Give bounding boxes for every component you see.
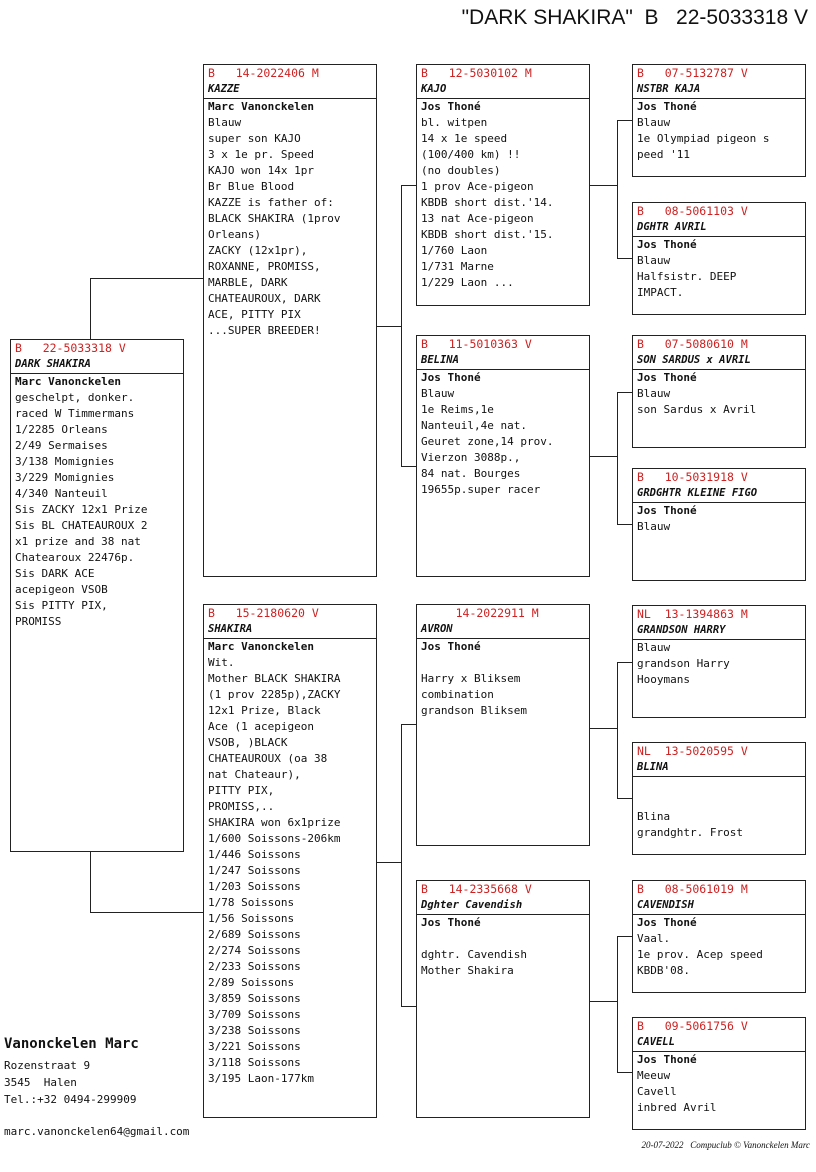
detail-line: 3/859 Soissons	[208, 992, 301, 1005]
pigeon-name: SHAKIRA	[204, 621, 376, 639]
detail-line: 1e Olympiad pigeon s	[637, 132, 770, 145]
connector-line	[617, 392, 618, 524]
dss-card	[632, 605, 806, 718]
detail-line: Mother BLACK SHAKIRA	[208, 672, 341, 685]
pigeon-details	[204, 99, 376, 339]
detail-line	[637, 793, 801, 809]
ssd-card	[632, 202, 806, 315]
detail-line: grandson Harry	[637, 657, 730, 670]
breeder-info	[4, 1036, 139, 1108]
detail-line: 4/340 Nanteuil	[15, 487, 108, 500]
sire-dam-card	[416, 335, 590, 577]
detail-line: 1/2285 Orleans	[15, 423, 108, 436]
pigeon-name: DARK SHAKIRA	[11, 356, 183, 374]
sss-card	[632, 64, 806, 177]
detail-line: 1/600 Soissons-206km	[208, 832, 341, 845]
owner-name: Jos Thoné	[637, 100, 697, 113]
ring-number: B 15-2180620 V	[208, 606, 319, 620]
detail-line: Vaal.	[637, 932, 671, 945]
detail-line: 14 x 1e speed	[421, 132, 508, 145]
connector-line	[617, 662, 632, 663]
detail-line: (1 prov 2285p),ZACKY	[208, 688, 341, 701]
pigeon-name: SON SARDUS x AVRIL	[633, 352, 805, 370]
pigeon-details	[633, 237, 805, 301]
owner-name: Jos Thoné	[421, 100, 481, 113]
sire-sire-card	[416, 64, 590, 306]
detail-line: ZACKY (12x1pr),	[208, 244, 308, 257]
detail-line: Br Blue Blood	[208, 180, 295, 193]
connector-line	[617, 524, 632, 525]
connector-line	[90, 278, 91, 339]
pigeon-name: CAVELL	[633, 1034, 805, 1052]
breeder-name: Vanonckelen Marc	[4, 1036, 139, 1052]
dsd-card	[632, 742, 806, 855]
detail-line: 1 prov Ace-pigeon	[421, 180, 534, 193]
connector-line	[590, 185, 617, 186]
detail-line: ROXANNE, PROMISS,	[208, 260, 321, 273]
pigeon-details	[633, 370, 805, 418]
pigeon-name: NSTBR KAJA	[633, 81, 805, 99]
detail-line: geschelpt, donker.	[15, 391, 135, 404]
detail-line: 1/78 Soissons	[208, 896, 295, 909]
detail-line: 3/195 Laon-177km	[208, 1072, 314, 1085]
breeder-city: 3545 Halen	[4, 1076, 77, 1089]
sdd-card	[632, 468, 806, 581]
owner-name: Marc Vanonckelen	[15, 375, 121, 388]
connector-line	[617, 662, 618, 798]
ring-number: B 07-5132787 V	[637, 66, 748, 80]
connector-line	[617, 120, 618, 258]
owner-name: Marc Vanonckelen	[208, 640, 314, 653]
ring-number: B 07-5080610 M	[637, 337, 748, 351]
detail-line: 12x1 Prize, Black	[208, 704, 321, 717]
ring-number: B 08-5061019 M	[637, 882, 748, 896]
detail-line: KBDB'08.	[637, 964, 690, 977]
ring-number: NL 13-5020595 V	[637, 744, 748, 758]
detail-line: Chatearoux 22476p.	[15, 551, 135, 564]
detail-line: Blauw	[637, 641, 671, 654]
connector-line	[401, 724, 416, 725]
detail-line: 84 nat. Bourges	[421, 467, 521, 480]
pigeon-details	[417, 370, 589, 498]
pigeon-name: CAVENDISH	[633, 897, 805, 915]
sds-card	[632, 335, 806, 448]
detail-line: KBDB short dist.'15.	[421, 228, 554, 241]
owner-name: Jos Thoné	[637, 504, 697, 517]
footer-credit: 20-07-2022 Compuclub © Vanonckelen Marc	[641, 1140, 810, 1150]
ring-number: B 08-5061103 V	[637, 204, 748, 218]
detail-line: PROMISS,..	[208, 800, 275, 813]
detail-line: Wit.	[208, 656, 235, 669]
detail-line: super son KAJO	[208, 132, 301, 145]
detail-line: x1 prize and 38 nat	[15, 535, 141, 548]
detail-line: Halfsistr. DEEP	[637, 270, 737, 283]
pigeon-name: KAZZE	[204, 81, 376, 99]
detail-line: Hooymans	[637, 673, 690, 686]
detail-line: Sis DARK ACE	[15, 567, 95, 580]
ring-number: B 22-5033318 V	[15, 341, 126, 355]
detail-line: 1/731 Marne	[421, 260, 494, 273]
detail-line: Sis ZACKY 12x1 Prize	[15, 503, 148, 516]
detail-line: 1/56 Soissons	[208, 912, 295, 925]
detail-line: 3/221 Soissons	[208, 1040, 301, 1053]
ring-number: 14-2022911 M	[421, 606, 539, 620]
detail-line: Orleans)	[208, 228, 261, 241]
detail-line: 1/203 Soissons	[208, 880, 301, 893]
detail-line: Sis PITTY PIX,	[15, 599, 108, 612]
dds-card	[632, 880, 806, 993]
detail-line: Mother Shakira	[421, 964, 514, 977]
detail-line: acepigeon VSOB	[15, 583, 108, 596]
detail-line: 2/233 Soissons	[208, 960, 301, 973]
sire-card	[203, 64, 377, 577]
connector-line	[617, 936, 618, 1072]
detail-line: Harry x Bliksem	[421, 672, 521, 685]
connector-line	[617, 936, 632, 937]
detail-line: Blauw	[421, 387, 455, 400]
connector-line	[90, 278, 203, 279]
detail-line: son Sardus x Avril	[637, 403, 757, 416]
pigeon-details	[633, 640, 805, 688]
pigeon-name: KAJO	[417, 81, 589, 99]
pigeon-name: BELINA	[417, 352, 589, 370]
detail-line: Blina	[637, 810, 671, 823]
detail-line: Vierzon 3088p.,	[421, 451, 521, 464]
connector-line	[90, 912, 203, 913]
subject-card	[10, 339, 184, 852]
pigeon-details	[11, 374, 183, 630]
detail-line: VSOB, )BLACK	[208, 736, 288, 749]
detail-line: 1/760 Laon	[421, 244, 488, 257]
connector-line	[377, 326, 401, 327]
detail-line: ...SUPER BREEDER!	[208, 324, 321, 337]
pigeon-name: DGHTR AVRIL	[633, 219, 805, 237]
pigeon-details	[633, 503, 805, 535]
owner-name: Jos Thoné	[421, 640, 481, 653]
detail-line: 2/89 Soissons	[208, 976, 295, 989]
detail-line: Blauw	[637, 254, 671, 267]
breeder-phone: Tel.:+32 0494-299909	[4, 1093, 137, 1106]
detail-line: (no doubles)	[421, 164, 501, 177]
pigeon-details	[417, 99, 589, 291]
detail-line: dghtr. Cavendish	[421, 948, 527, 961]
detail-line: BLACK SHAKIRA (1prov	[208, 212, 341, 225]
detail-line: 2/274 Soissons	[208, 944, 301, 957]
detail-line: IMPACT.	[637, 286, 684, 299]
connector-line	[617, 798, 632, 799]
owner-name: Jos Thoné	[637, 1053, 697, 1066]
detail-line: ACE, PITTY PIX	[208, 308, 301, 321]
pigeon-name: AVRON	[417, 621, 589, 639]
detail-line: 1e prov. Acep speed	[637, 948, 763, 961]
owner-name: Jos Thoné	[421, 371, 481, 384]
detail-line: 3/118 Soissons	[208, 1056, 301, 1069]
connector-line	[617, 392, 632, 393]
detail-line: 3/138 Momignies	[15, 455, 115, 468]
pigeon-name: BLINA	[633, 759, 805, 777]
owner-name: Marc Vanonckelen	[208, 100, 314, 113]
pigeon-details	[633, 99, 805, 163]
pigeon-details	[633, 1052, 805, 1116]
detail-line: 3/709 Soissons	[208, 1008, 301, 1021]
detail-line: SHAKIRA won 6x1prize	[208, 816, 341, 829]
pigeon-details	[633, 915, 805, 979]
detail-line	[421, 931, 585, 947]
detail-line: PITTY PIX,	[208, 784, 275, 797]
detail-line: Blauw	[208, 116, 242, 129]
detail-line: Nanteuil,4e nat.	[421, 419, 527, 432]
connector-line	[401, 185, 402, 466]
ring-number: B 11-5010363 V	[421, 337, 532, 351]
breeder-email[interactable]: marc.vanonckelen64@gmail.com	[4, 1125, 190, 1138]
breeder-street: Rozenstraat 9	[4, 1059, 91, 1072]
detail-line: 3/229 Momignies	[15, 471, 115, 484]
pigeon-details	[417, 915, 589, 979]
dam-sire-card	[416, 604, 590, 846]
connector-line	[590, 456, 617, 457]
detail-line: Cavell	[637, 1085, 677, 1098]
detail-line: KBDB short dist.'14.	[421, 196, 554, 209]
ddd-card	[632, 1017, 806, 1130]
detail-line: combination	[421, 688, 494, 701]
detail-line: Meeuw	[637, 1069, 671, 1082]
detail-line: MARBLE, DARK	[208, 276, 288, 289]
detail-line: 1/446 Soissons	[208, 848, 301, 861]
ring-number: B 14-2335668 V	[421, 882, 532, 896]
ring-number: B 12-5030102 M	[421, 66, 532, 80]
detail-line: 1/247 Soissons	[208, 864, 301, 877]
detail-line: 2/49 Sermaises	[15, 439, 108, 452]
ring-number: B 09-5061756 V	[637, 1019, 748, 1033]
detail-line: 3 x 1e pr. Speed	[208, 148, 314, 161]
owner-name: Jos Thoné	[637, 371, 697, 384]
ring-number: NL 13-1394863 M	[637, 607, 748, 621]
detail-line: 1/229 Laon ...	[421, 276, 514, 289]
detail-line: Blauw	[637, 387, 671, 400]
connector-line	[90, 852, 91, 912]
owner-name: Jos Thoné	[637, 238, 697, 251]
detail-line: 1e Reims,1e	[421, 403, 494, 416]
detail-line: 2/689 Soissons	[208, 928, 301, 941]
detail-line: 3/238 Soissons	[208, 1024, 301, 1037]
detail-line: inbred Avril	[637, 1101, 717, 1114]
detail-line: PROMISS	[15, 615, 62, 628]
detail-line: 13 nat Ace-pigeon	[421, 212, 534, 225]
connector-line	[617, 120, 632, 121]
detail-line: raced W Timmermans	[15, 407, 135, 420]
pigeon-details	[633, 777, 805, 841]
dam-dam-card	[416, 880, 590, 1118]
detail-line: CHATEAUROUX (oa 38	[208, 752, 328, 765]
connector-line	[401, 1006, 416, 1007]
connector-line	[401, 724, 402, 1006]
detail-line: KAZZE is father of:	[208, 196, 334, 209]
connector-line	[590, 1001, 617, 1002]
detail-line: Geuret zone,14 prov.	[421, 435, 554, 448]
detail-line: peed '11	[637, 148, 690, 161]
detail-line: grandson Bliksem	[421, 704, 527, 717]
detail-line: bl. witpen	[421, 116, 488, 129]
detail-line: nat Chateaur),	[208, 768, 301, 781]
pigeon-details	[204, 639, 376, 1087]
ring-number: B 14-2022406 M	[208, 66, 319, 80]
detail-line: Ace (1 acepigeon	[208, 720, 314, 733]
connector-line	[617, 1072, 632, 1073]
detail-line: CHATEAUROUX, DARK	[208, 292, 321, 305]
detail-line: 19655p.super racer	[421, 483, 541, 496]
pigeon-name: Dghter Cavendish	[417, 897, 589, 915]
detail-line: KAJO won 14x 1pr	[208, 164, 314, 177]
detail-line: Blauw	[637, 116, 671, 129]
detail-line	[637, 777, 801, 793]
detail-line: Blauw	[637, 520, 671, 533]
detail-line: (100/400 km) !!	[421, 148, 521, 161]
ring-number: B 10-5031918 V	[637, 470, 748, 484]
pigeon-name: GRANDSON HARRY	[633, 622, 805, 640]
detail-line	[421, 655, 585, 671]
connector-line	[401, 466, 416, 467]
owner-name: Jos Thoné	[421, 916, 481, 929]
connector-line	[377, 862, 401, 863]
pigeon-name: GRDGHTR KLEINE FIGO	[633, 485, 805, 503]
owner-name: Jos Thoné	[637, 916, 697, 929]
pigeon-details	[417, 639, 589, 719]
connector-line	[401, 185, 416, 186]
dam-card	[203, 604, 377, 1118]
detail-line: grandghtr. Frost	[637, 826, 743, 839]
detail-line: Sis BL CHATEAUROUX 2	[15, 519, 148, 532]
connector-line	[590, 728, 617, 729]
connector-line	[617, 258, 632, 259]
pedigree-title: "DARK SHAKIRA" B 22-5033318 V	[461, 6, 808, 29]
